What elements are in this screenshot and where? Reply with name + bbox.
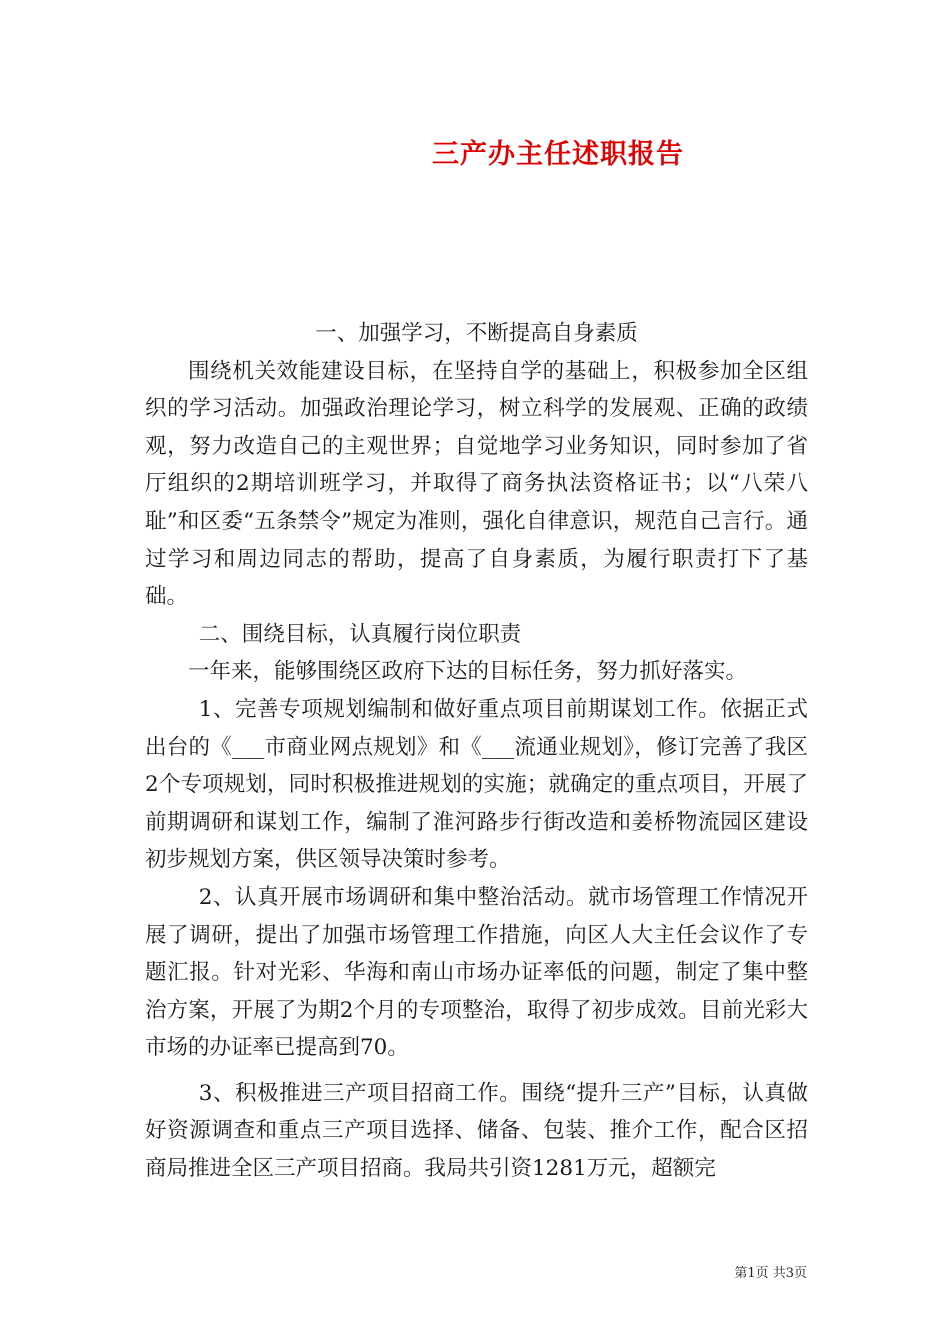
paragraph-study: 围绕机关效能建设目标，在坚持自学的基础上，积极参加全区组织的学习活动。加强政治理论学习，树立科学的发展观、正确的政绩观，努力改造自己的主观世界；自觉地学习业务知识，同时参加了省厅组织的2期培训班学习，并取得了商务执法资格证书；以“八荣八耻”和区委“五条禁令”规定为准则，强化自律意识，规范自己言行。通过学习和周边同志的帮助，提高了自身素质，为履行职责打下了基础。 [145, 358, 808, 610]
document-body [145, 315, 808, 1188]
page-number: 第1页 共3页 [734, 1266, 807, 1281]
paragraph-item-3: 3、积极推进三产项目招商工作。围绕“提升三产”目标，认真做好资源调查和重点三产项目选择、储备、包装、推介工作，配合区招商局推进全区三产项目招商。我局共引资1281万元，超额完 [145, 1080, 808, 1182]
paragraph-item-1: 1、完善专项规划编制和做好重点项目前期谋划工作。依据正式出台的《___市商业网点规划》和《___流通业规划》，修订完善了我区2个专项规划，同时积极推进规划的实施；就确定的重点项目，开展了前期调研和谋划工作，编制了淮河路步行街改造和姜桥物流园区建设初步规划方案，供区领导决策时参考。 [145, 696, 808, 873]
paragraph-intro: 一年来，能够围绕区政府下达的目标任务，努力抓好落实。 [188, 659, 748, 685]
section-heading-2: 二、围绕目标，认真履行岗位职责 [198, 621, 522, 647]
paragraph-item-2: 2、认真开展市场调研和集中整治活动。就市场管理工作情况开展了调研，提出了加强市场管理工作措施，向区人大主任会议作了专题汇报。针对光彩、华海和南山市场办证率低的问题，制定了集中整治方案，开展了为期2个月的专项整治，取得了初步成效。目前光彩大市场的办证率已提高到70。 [145, 884, 808, 1061]
document-title: 三产办主任述职报告 [432, 139, 684, 170]
section-heading-1: 一、加强学习，不断提高自身素质 [315, 321, 638, 346]
